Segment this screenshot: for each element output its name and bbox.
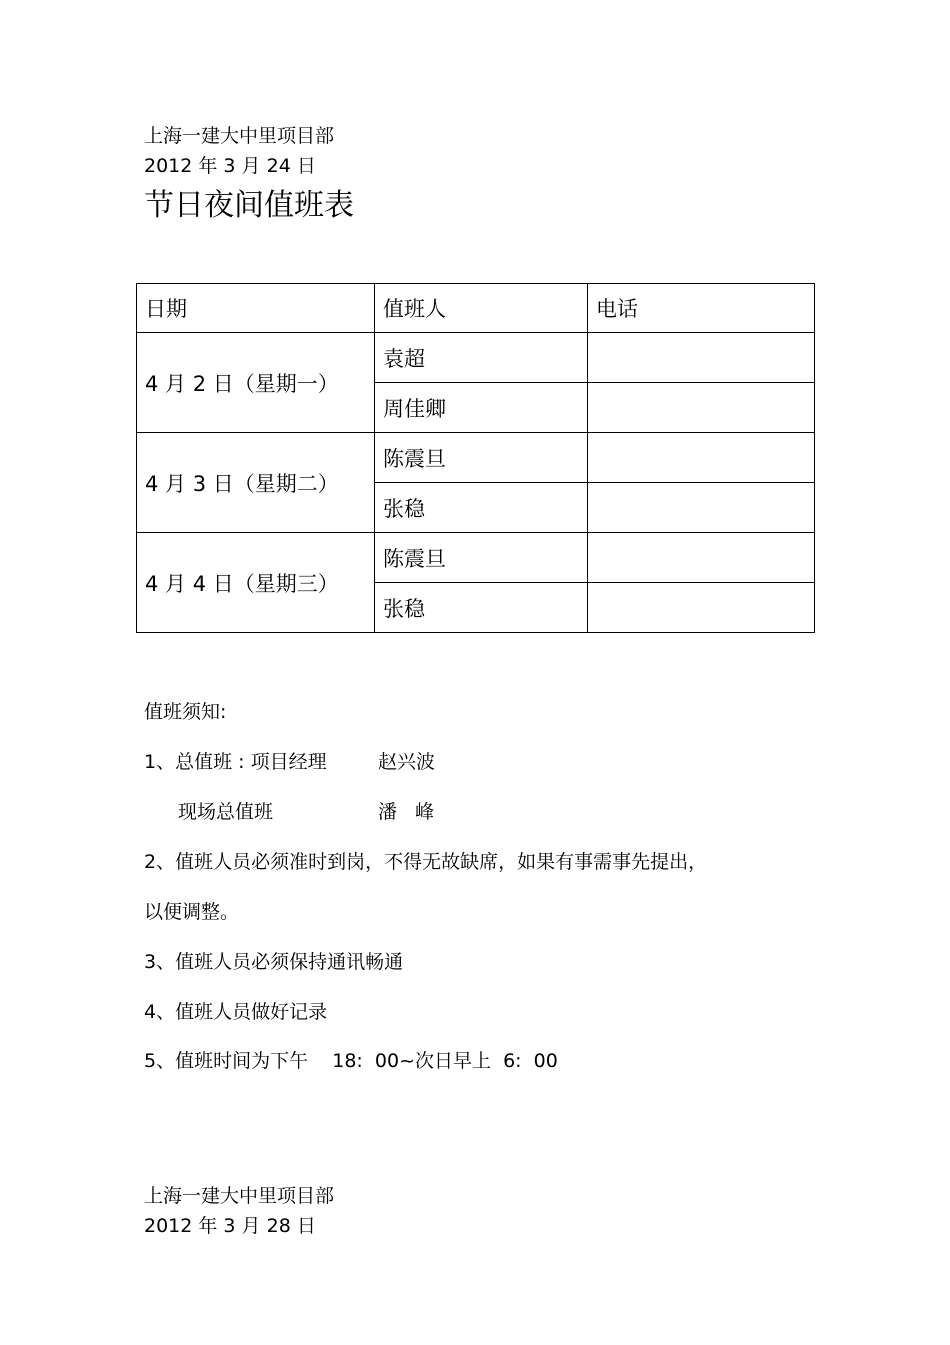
date-cell: 4 月 3 日（星期二） xyxy=(137,433,375,533)
page-title: 节日夜间值班表 xyxy=(144,188,354,223)
column-header-person: 值班人 xyxy=(375,284,588,333)
phone-cell xyxy=(588,333,815,383)
header-date: 2012 年 3 月 24 日 xyxy=(144,155,316,177)
person-cell: 袁超 xyxy=(375,333,588,383)
phone-cell xyxy=(588,533,815,583)
note-item-2-line2: 以便调整。 xyxy=(144,901,240,923)
note-item-1b-label: 现场总值班 xyxy=(178,801,274,823)
table-row xyxy=(137,333,815,383)
note-item-5: 5、值班时间为下午 18: 00~次日早上 6: 00 xyxy=(144,1050,558,1072)
header-org: 上海一建大中里项目部 xyxy=(144,125,335,147)
note-item-4: 4、值班人员做好记录 xyxy=(144,1001,328,1023)
phone-cell xyxy=(588,383,815,433)
person-cell: 陈震旦 xyxy=(375,533,588,583)
note-item-1-label: 1、总值班 : 项目经理 xyxy=(144,751,327,773)
note-item-3: 3、值班人员必须保持通讯畅通 xyxy=(144,951,404,973)
person-cell: 张稳 xyxy=(375,483,588,533)
note-item-1b-name: 潘 峰 xyxy=(378,801,435,823)
person-cell: 周佳卿 xyxy=(375,383,588,433)
person-cell: 张稳 xyxy=(375,583,588,633)
note-item-1-name: 赵兴波 xyxy=(378,751,436,773)
note-item-2-line1: 2、值班人员必须准时到岗，不得无故缺席，如果有事需事先提出， xyxy=(144,851,708,873)
phone-cell xyxy=(588,583,815,633)
column-header-phone: 电话 xyxy=(588,284,815,333)
footer-date: 2012 年 3 月 28 日 xyxy=(144,1215,316,1237)
column-header-date: 日期 xyxy=(137,284,375,333)
table-header-row xyxy=(137,284,815,333)
phone-cell xyxy=(588,483,815,533)
duty-table xyxy=(136,283,815,633)
table-row xyxy=(137,533,815,583)
footer-org: 上海一建大中里项目部 xyxy=(144,1185,335,1207)
date-cell: 4 月 4 日（星期三） xyxy=(137,533,375,633)
date-cell: 4 月 2 日（星期一） xyxy=(137,333,375,433)
person-cell: 陈震旦 xyxy=(375,433,588,483)
notes-heading: 值班须知: xyxy=(144,701,227,723)
table-row xyxy=(137,433,815,483)
phone-cell xyxy=(588,433,815,483)
